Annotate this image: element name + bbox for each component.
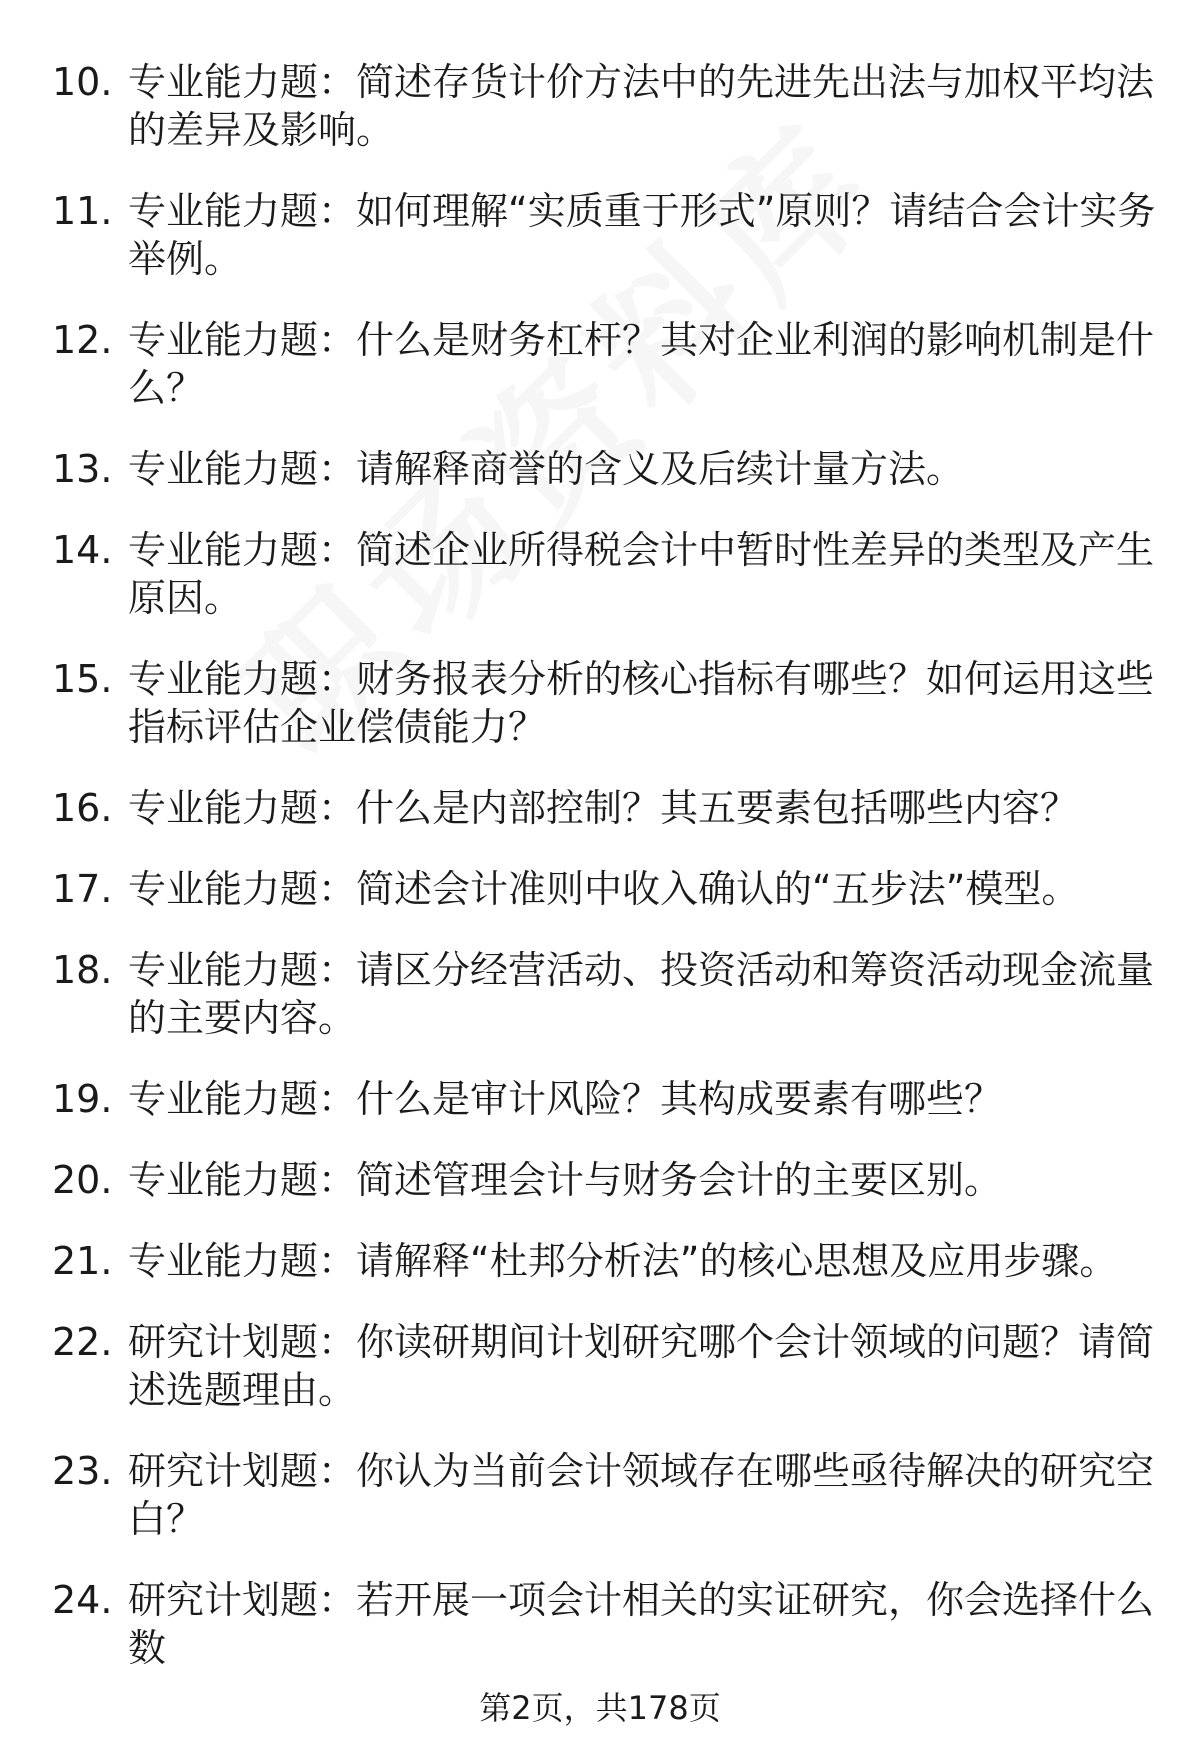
item-text: 研究计划题：你读研期间计划研究哪个会计领域的问题？请简述选题理由。 bbox=[128, 1320, 1155, 1412]
list-item bbox=[52, 1237, 1162, 1285]
item-number: 23. bbox=[52, 1449, 113, 1493]
item-text: 专业能力题：请解释“杜邦分析法”的核心思想及应用步骤。 bbox=[128, 1239, 1118, 1283]
item-number: 10. bbox=[52, 60, 113, 104]
list-item bbox=[52, 1576, 1162, 1672]
item-text: 专业能力题：财务报表分析的核心指标有哪些？如何运用这些指标评估企业偿债能力？ bbox=[128, 657, 1155, 749]
item-number: 24. bbox=[52, 1578, 113, 1622]
item-number: 12. bbox=[52, 318, 113, 362]
item-text: 专业能力题：请解释商誉的含义及后续计量方法。 bbox=[128, 447, 965, 491]
item-number: 11. bbox=[52, 189, 113, 233]
item-text: 专业能力题：如何理解“实质重于形式”原则？请结合会计实务举例。 bbox=[128, 189, 1156, 281]
item-number: 20. bbox=[52, 1158, 113, 1202]
item-text: 专业能力题：简述企业所得税会计中暂时性差异的类型及产生原因。 bbox=[128, 528, 1155, 620]
list-item bbox=[52, 946, 1162, 1042]
page-footer: 第2页，共178页 bbox=[479, 1689, 721, 1727]
item-text: 专业能力题：什么是财务杠杆？其对企业利润的影响机制是什么？ bbox=[128, 318, 1155, 410]
item-number: 14. bbox=[52, 528, 113, 572]
list-item bbox=[52, 784, 1162, 832]
list-item bbox=[52, 526, 1162, 622]
item-number: 13. bbox=[52, 447, 113, 491]
item-number: 17. bbox=[52, 867, 113, 911]
item-text: 专业能力题：简述存货计价方法中的先进先出法与加权平均法的差异及影响。 bbox=[128, 60, 1155, 152]
list-item bbox=[52, 1075, 1162, 1123]
list-item bbox=[52, 316, 1162, 412]
item-text: 专业能力题：简述管理会计与财务会计的主要区别。 bbox=[128, 1158, 1003, 1202]
list-item bbox=[52, 655, 1162, 751]
item-number: 22. bbox=[52, 1320, 113, 1364]
item-number: 19. bbox=[52, 1077, 113, 1121]
item-text: 研究计划题：你认为当前会计领域存在哪些亟待解决的研究空白？ bbox=[128, 1449, 1155, 1541]
item-number: 21. bbox=[52, 1239, 113, 1283]
list-item bbox=[52, 865, 1162, 913]
list-item bbox=[52, 445, 1162, 493]
item-text: 专业能力题：简述会计准则中收入确认的“五步法”模型。 bbox=[128, 867, 1080, 911]
item-text: 专业能力题：什么是内部控制？其五要素包括哪些内容？ bbox=[128, 786, 1079, 830]
list-item bbox=[52, 1156, 1162, 1204]
item-text: 专业能力题：请区分经营活动、投资活动和筹资活动现金流量的主要内容。 bbox=[128, 948, 1155, 1040]
list-item bbox=[52, 1447, 1162, 1543]
list-item bbox=[52, 187, 1162, 283]
list-item bbox=[52, 58, 1162, 154]
question-list bbox=[52, 58, 1162, 1705]
item-number: 18. bbox=[52, 948, 113, 992]
list-item bbox=[52, 1318, 1162, 1414]
item-text: 专业能力题：什么是审计风险？其构成要素有哪些？ bbox=[128, 1077, 1003, 1121]
item-number: 15. bbox=[52, 657, 113, 701]
item-number: 16. bbox=[52, 786, 113, 830]
item-text: 研究计划题：若开展一项会计相关的实证研究，你会选择什么数 bbox=[128, 1578, 1155, 1670]
